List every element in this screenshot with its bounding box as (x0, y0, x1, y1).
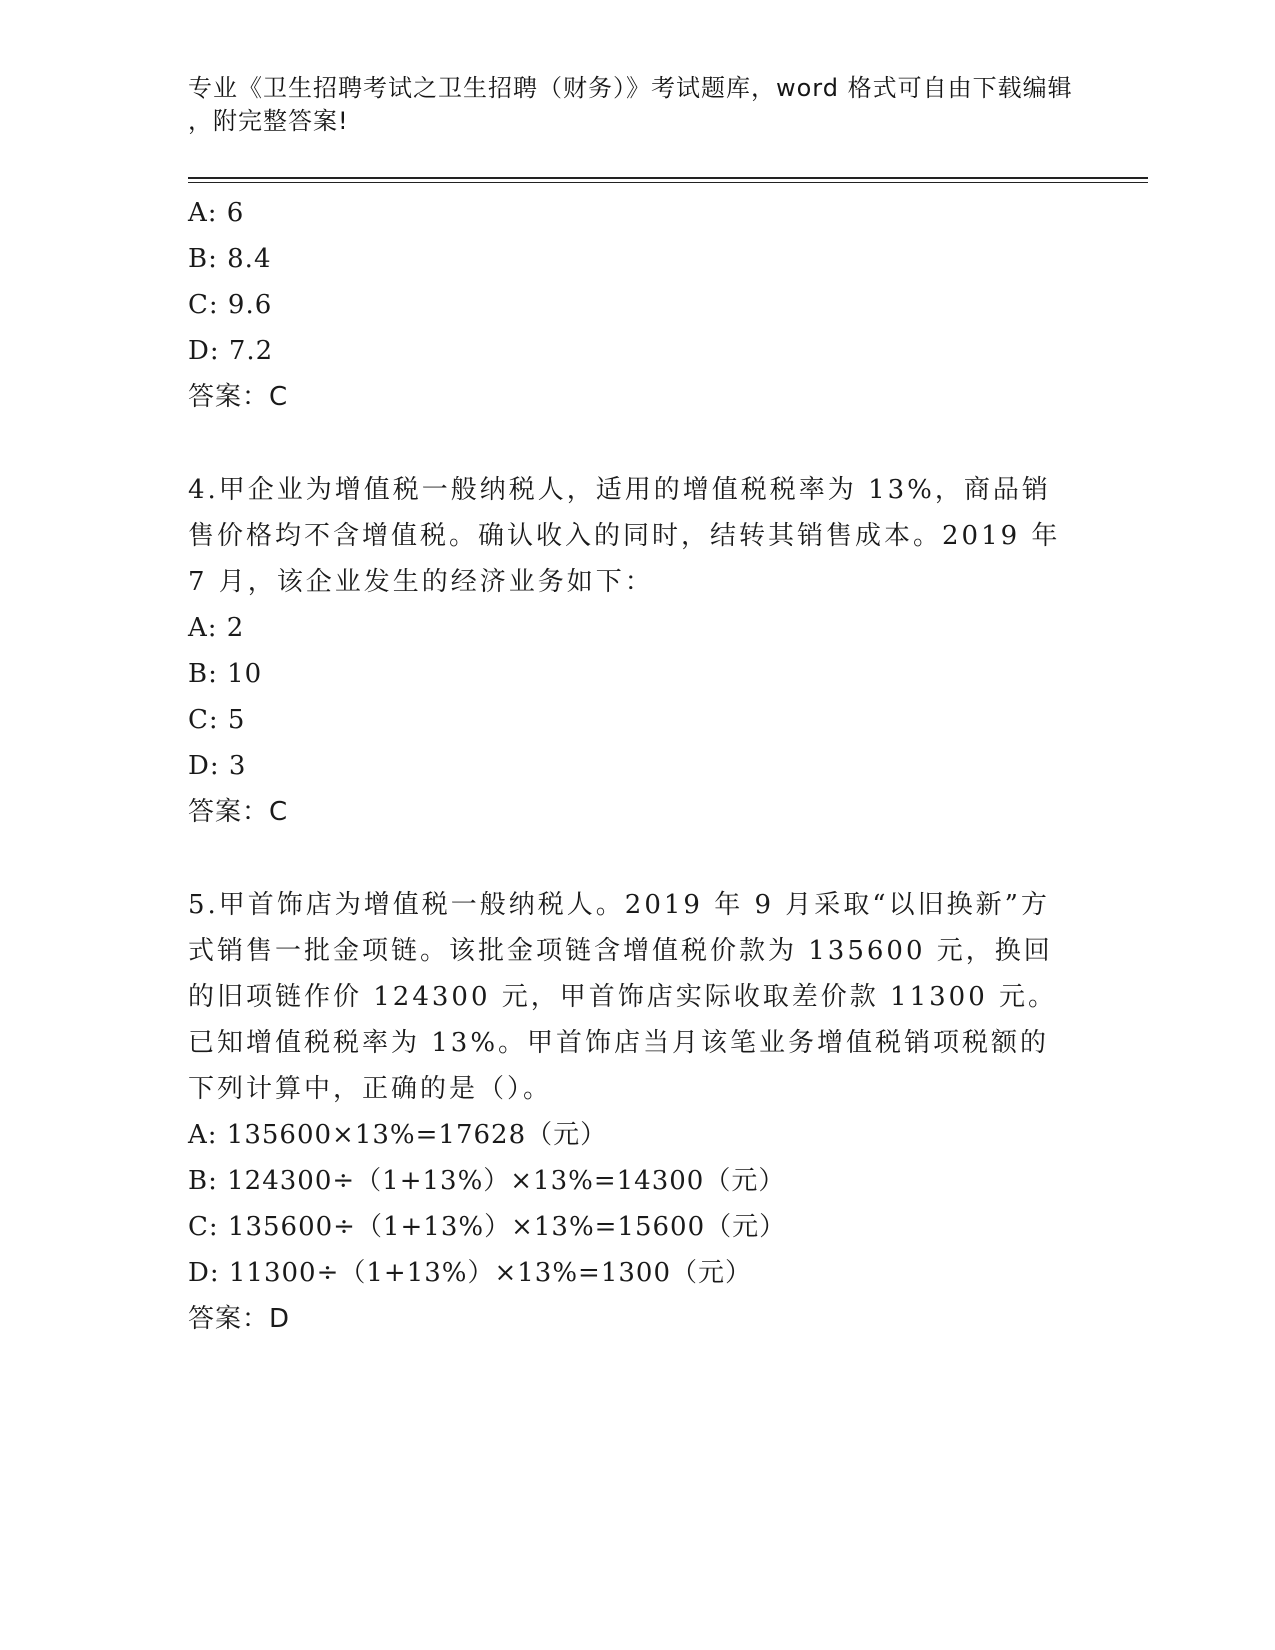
header-divider-thin (188, 182, 1148, 183)
option-d: D: 3 (188, 751, 247, 781)
answer-line: 答案：C (188, 797, 289, 827)
question-5 (188, 882, 1088, 1342)
answer-line: 答案：D (188, 1304, 291, 1334)
header-title-line-1: 专业《卫生招聘考试之卫生招聘（财务）》考试题库，word 格式可自由下载编辑 (188, 74, 1073, 102)
option-b: B: 8.4 (188, 244, 272, 274)
option-a: A: 135600×13%=17628（元） (188, 1120, 608, 1150)
document-header (188, 72, 1088, 138)
header-title-line-2: ，附完整答案! (188, 107, 349, 135)
question-stem: 5.甲首饰店为增值税一般纳税人。2019 年 9 月采取“以旧换新”方式销售一批金项链。该批金项链含增值税价款为 135600 元，换回的旧项链作价 124300 元，甲首饰店实际收取差价款 11300 元。已知增值税税率为 13%。甲首饰店当月该笔业务增值税销项税额的下列计算中，正确的是（）。 (188, 890, 1058, 1104)
question-4 (188, 467, 1088, 835)
option-b: B: 124300÷（1+13%）×13%=14300（元） (188, 1166, 786, 1196)
option-b: B: 10 (188, 659, 263, 689)
option-a: A: 2 (188, 613, 245, 643)
answer-line: 答案：C (188, 382, 289, 412)
header-divider (188, 177, 1148, 179)
option-c: C: 9.6 (188, 290, 273, 320)
option-a: A: 6 (188, 198, 245, 228)
option-d: D: 11300÷（1+13%）×13%=1300（元） (188, 1258, 753, 1288)
question-stem: 4.甲企业为增值税一般纳税人，适用的增值税税率为 13%，商品销售价格均不含增值税。确认收入的同时，结转其销售成本。2019 年 7 月，该企业发生的经济业务如下： (188, 475, 1061, 597)
question-3 (188, 190, 1088, 420)
option-c: C: 135600÷（1+13%）×13%=15600（元） (188, 1212, 787, 1242)
question-list (188, 190, 1088, 1342)
option-d: D: 7.2 (188, 336, 274, 366)
option-c: C: 5 (188, 705, 246, 735)
